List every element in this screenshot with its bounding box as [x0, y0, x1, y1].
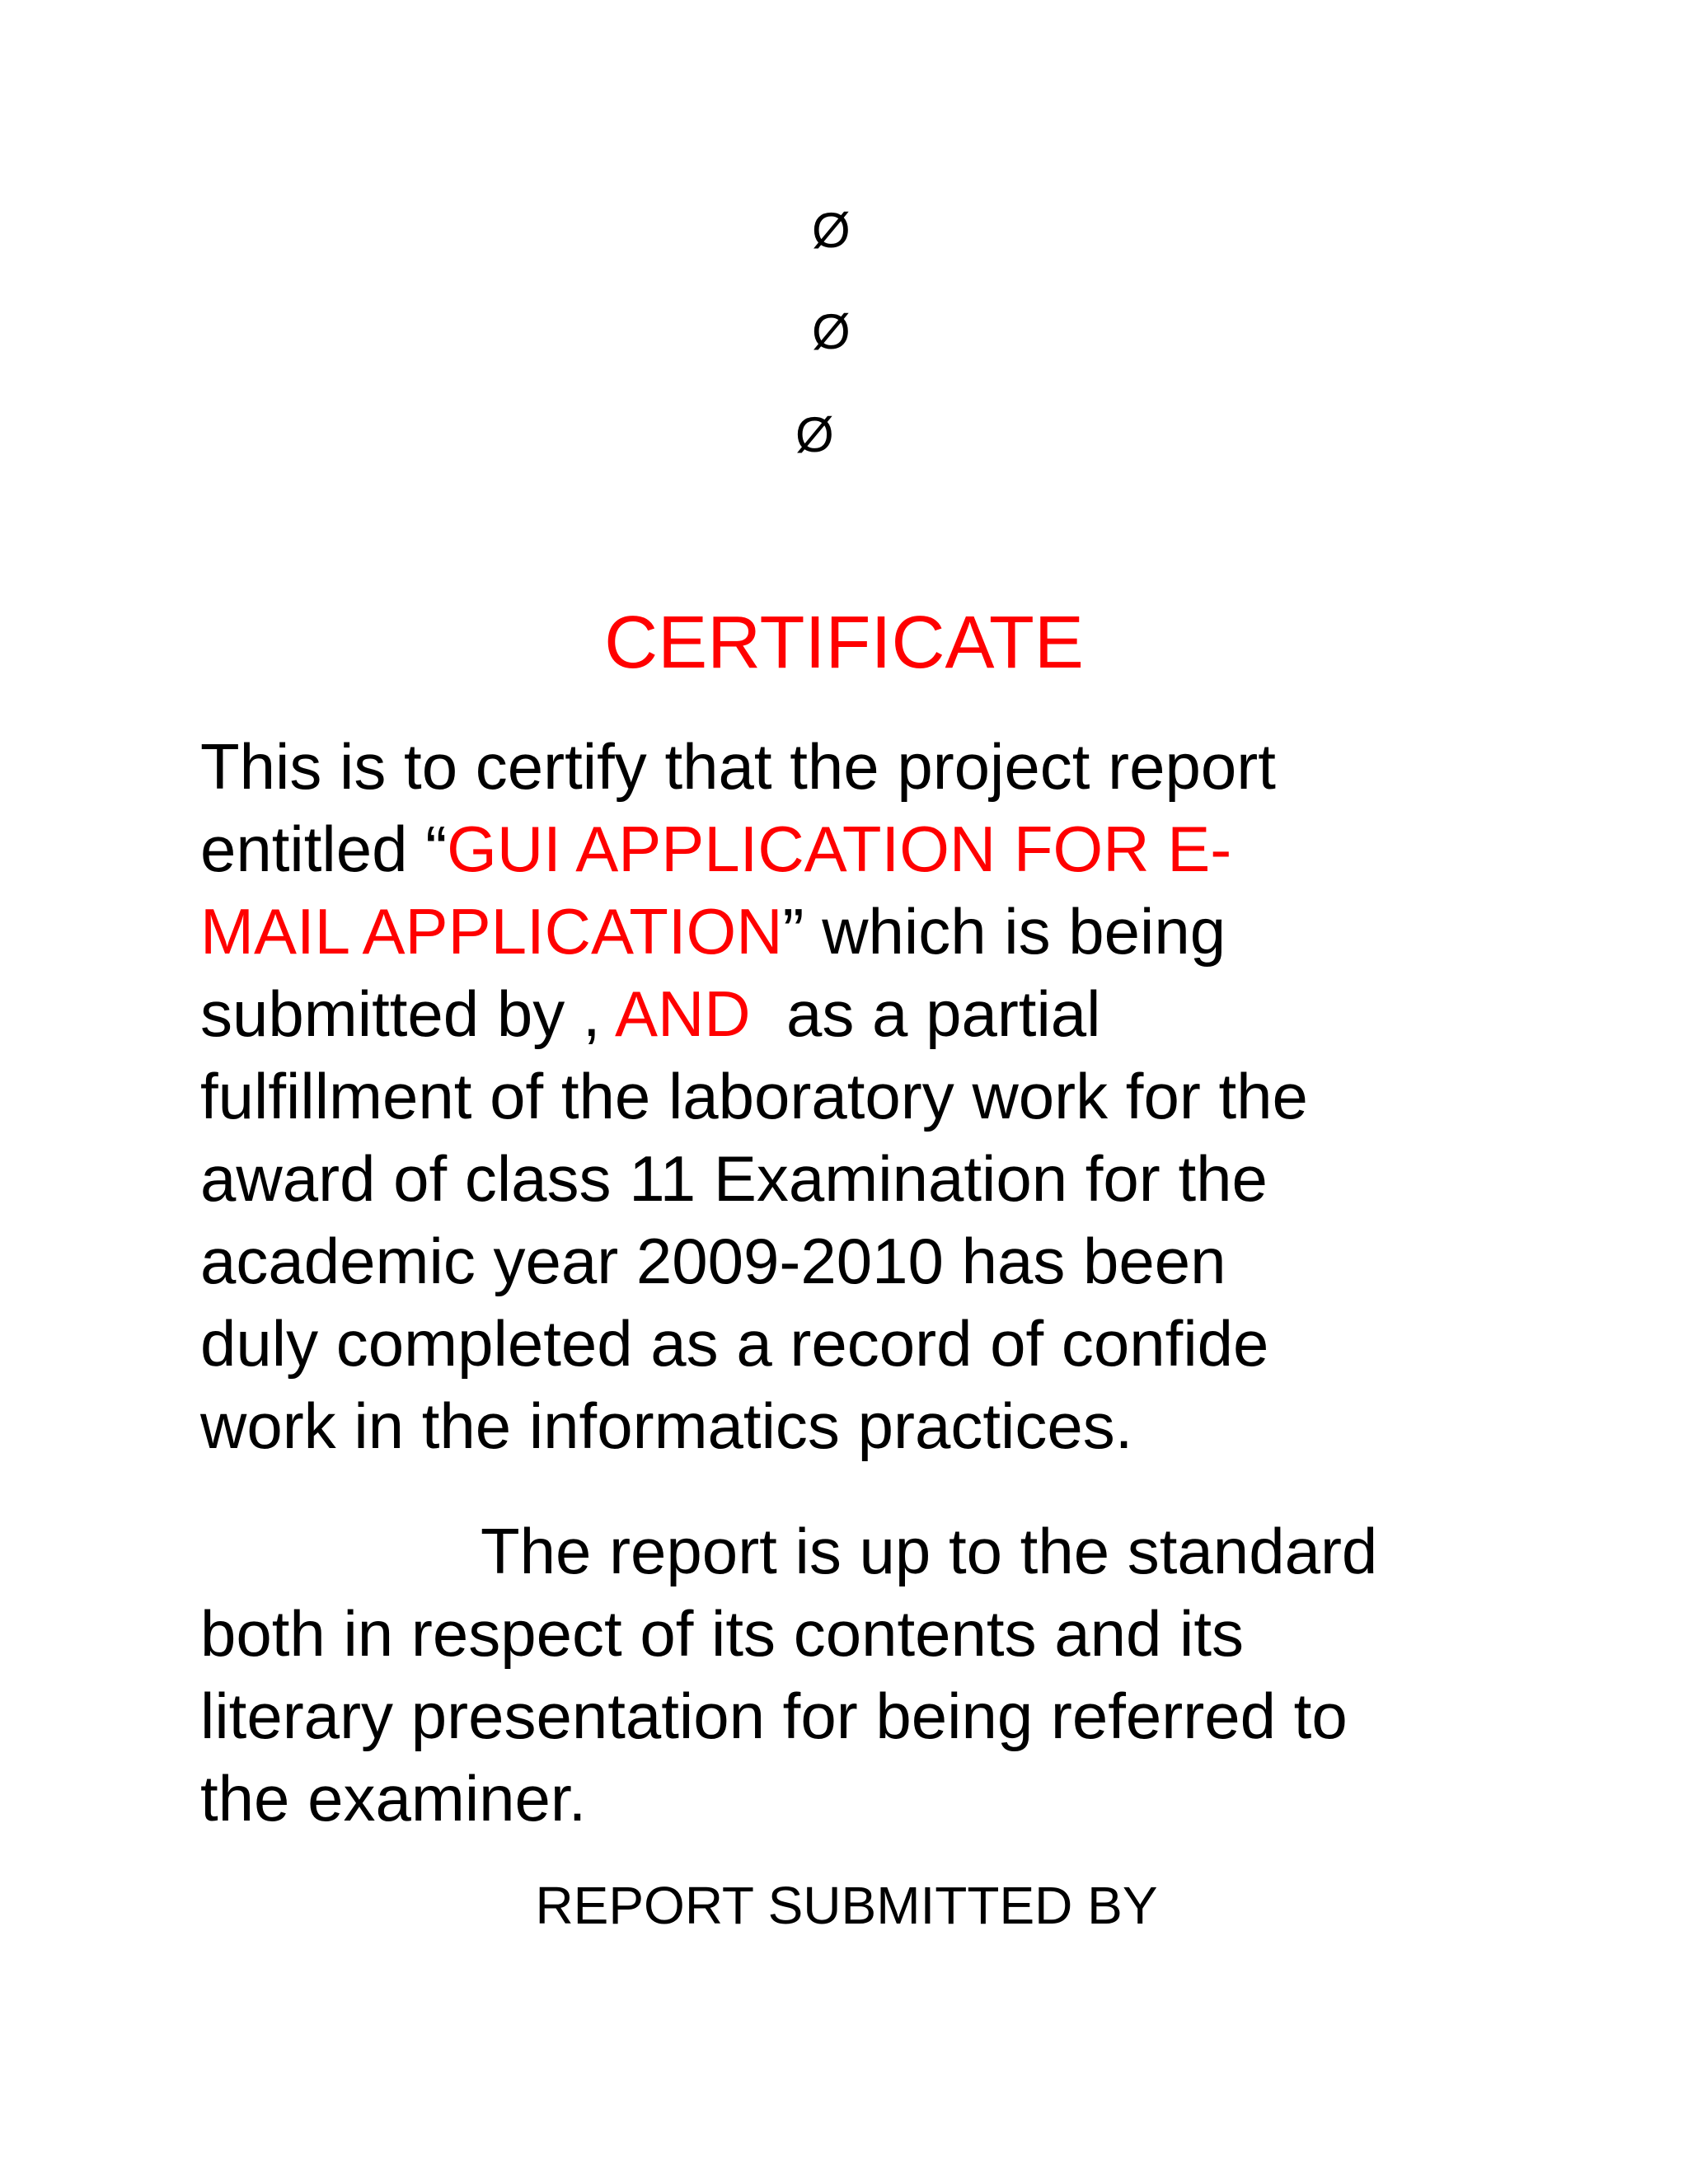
para1-line-4-start: submitted by ,	[200, 977, 615, 1050]
certificate-title: CERTIFICATE	[604, 602, 1084, 684]
report-submitted-by-label	[0, 1872, 1688, 1938]
standard-paragraph	[200, 1510, 1519, 1840]
para1-line-2-start: entitled “	[200, 813, 448, 885]
project-title-part-1: GUI APPLICATION FOR E-	[447, 813, 1232, 885]
para1-line-7: academic year 2009-2010 has been	[200, 1225, 1226, 1297]
para1-line-3-end: ” which is being	[782, 895, 1226, 968]
project-title-part-2: MAIL APPLICATION	[200, 895, 783, 968]
para2-line-3: literary presentation for being referred to	[200, 1680, 1348, 1752]
submitter-placeholder: AND	[614, 977, 751, 1050]
para1-line-6: award of class 11 Examination for the	[200, 1142, 1268, 1215]
para1-line-1: This is to certify that the project report	[200, 730, 1276, 803]
para1-line-9: work in the informatics practices.	[200, 1390, 1133, 1462]
bullet-symbol-3: Ø	[795, 407, 834, 462]
footer-text: REPORT SUBMITTED BY	[535, 1876, 1158, 1935]
bullet-symbol-1: Ø	[812, 203, 851, 258]
certification-paragraph	[200, 725, 1519, 1467]
para2-line-2: both in respect of its contents and its	[200, 1597, 1245, 1670]
para1-line-4-end: as a partial	[750, 977, 1101, 1050]
para1-line-8: duly completed as a record of confide	[200, 1307, 1269, 1380]
para2-line-4: the examiner.	[200, 1762, 587, 1835]
bullet-symbol-2: Ø	[812, 304, 851, 359]
para2-line-1: The report is up to the standard	[481, 1515, 1378, 1587]
para1-line-5: fulfillment of the laboratory work for the	[200, 1060, 1308, 1132]
